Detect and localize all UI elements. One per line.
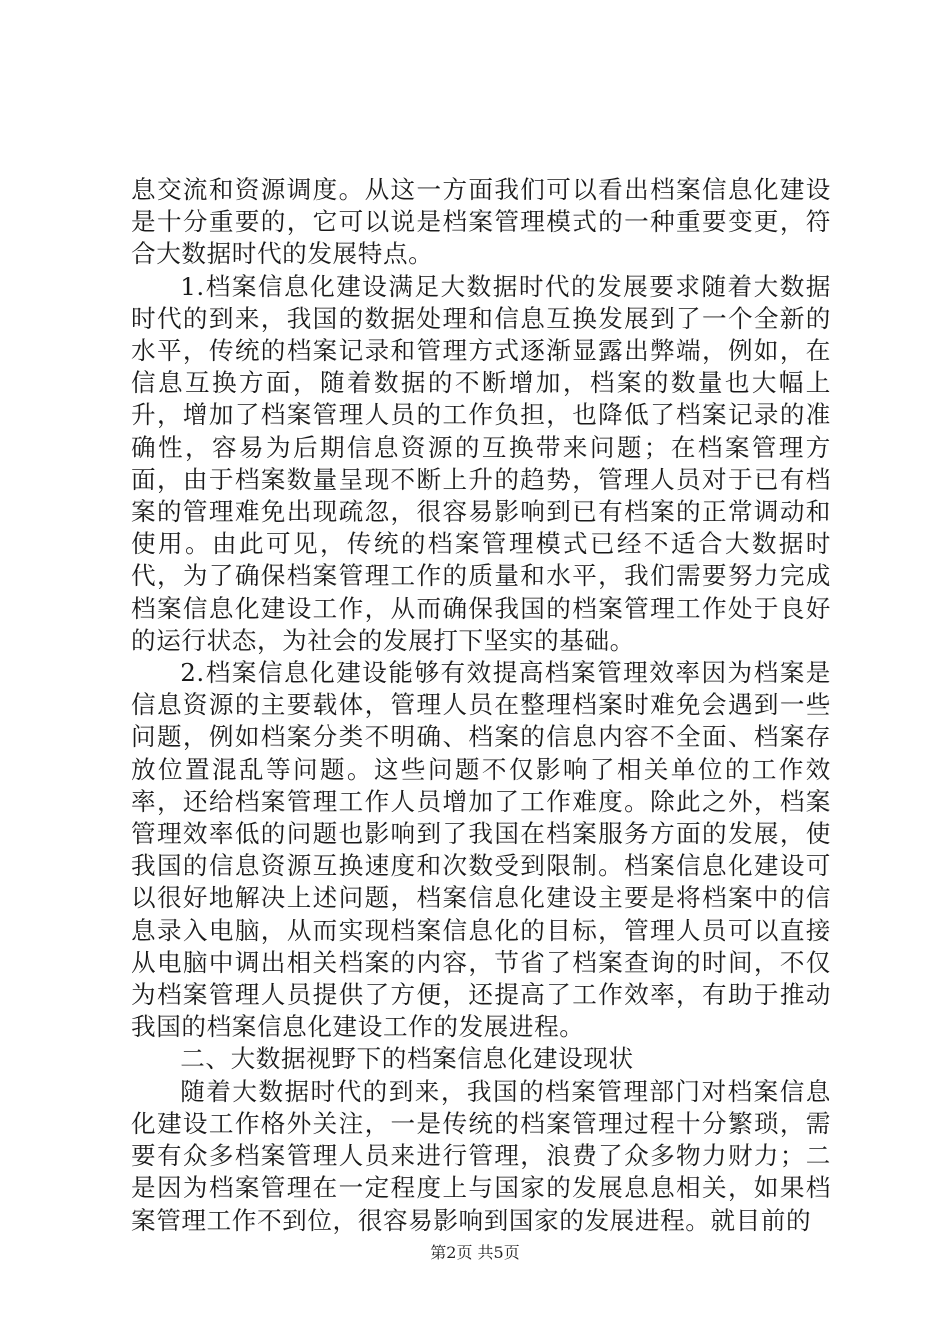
document-body [131, 174, 831, 1237]
paragraph-continuation: 息交流和资源调度。从这一方面我们可以看出档案信息化建设是十分重要的，它可以说是档案管理模式的一种重要变更，符合大数据时代的发展特点。 [131, 175, 831, 269]
section-heading-2: 二、大数据视野下的档案信息化建设现状 [180, 1044, 634, 1074]
paragraph-section-2-intro: 随着大数据时代的到来，我国的档案管理部门对档案信息化建设工作格外关注，一是传统的档案管理过程十分繁琐，需要有众多档案管理人员来进行管理，浪费了众多物力财力；二是因为档案管理在一定程度上与国家的发展息息相关，如果档案管理工作不到位，很容易影响到国家的发展进程。就目前的 [131, 1076, 831, 1235]
paragraph-point-1: 1.档案信息化建设满足大数据时代的发展要求随着大数据时代的到来，我国的数据处理和信息互换发展到了一个全新的水平，传统的档案记录和管理方式逐渐显露出弊端，例如，在信息互换方面，随着数据的不断增加，档案的数量也大幅上升，增加了档案管理人员的工作负担，也降低了档案记录的准确性，容易为后期信息资源的互换带来问题；在档案管理方面，由于档案数量呈现不断上升的趋势，管理人员对于已有档案的管理难免出现疏忽，很容易影响到已有档案的正常调动和使用。由此可见，传统的档案管理模式已经不适合大数据时代，为了确保档案管理工作的质量和水平，我们需要努力完成档案信息化建设工作，从而确保我国的档案管理工作处于良好的运行状态，为社会的发展打下坚实的基础。 [131, 271, 831, 655]
paragraph-point-2: 2.档案信息化建设能够有效提高档案管理效率因为档案是信息资源的主要载体，管理人员在整理档案时难免会遇到一些问题，例如档案分类不明确、档案的信息内容不全面、档案存放位置混乱等问题。这些问题不仅影响了相关单位的工作效率，还给档案管理工作人员增加了工作难度。除此之外，档案管理效率低的问题也影响到了我国在档案服务方面的发展，使我国的信息资源互换速度和次数受到限制。档案信息化建设可以很好地解决上述问题，档案信息化建设主要是将档案中的信息录入电脑，从而实现档案信息化的目标，管理人员可以直接从电脑中调出相关档案的内容，节省了档案查询的时间，不仅为档案管理人员提供了方便，还提高了工作效率，有助于推动我国的档案信息化建设工作的发展进程。 [131, 658, 831, 1042]
page-footer: 第2页 共5页 [430, 1243, 520, 1262]
